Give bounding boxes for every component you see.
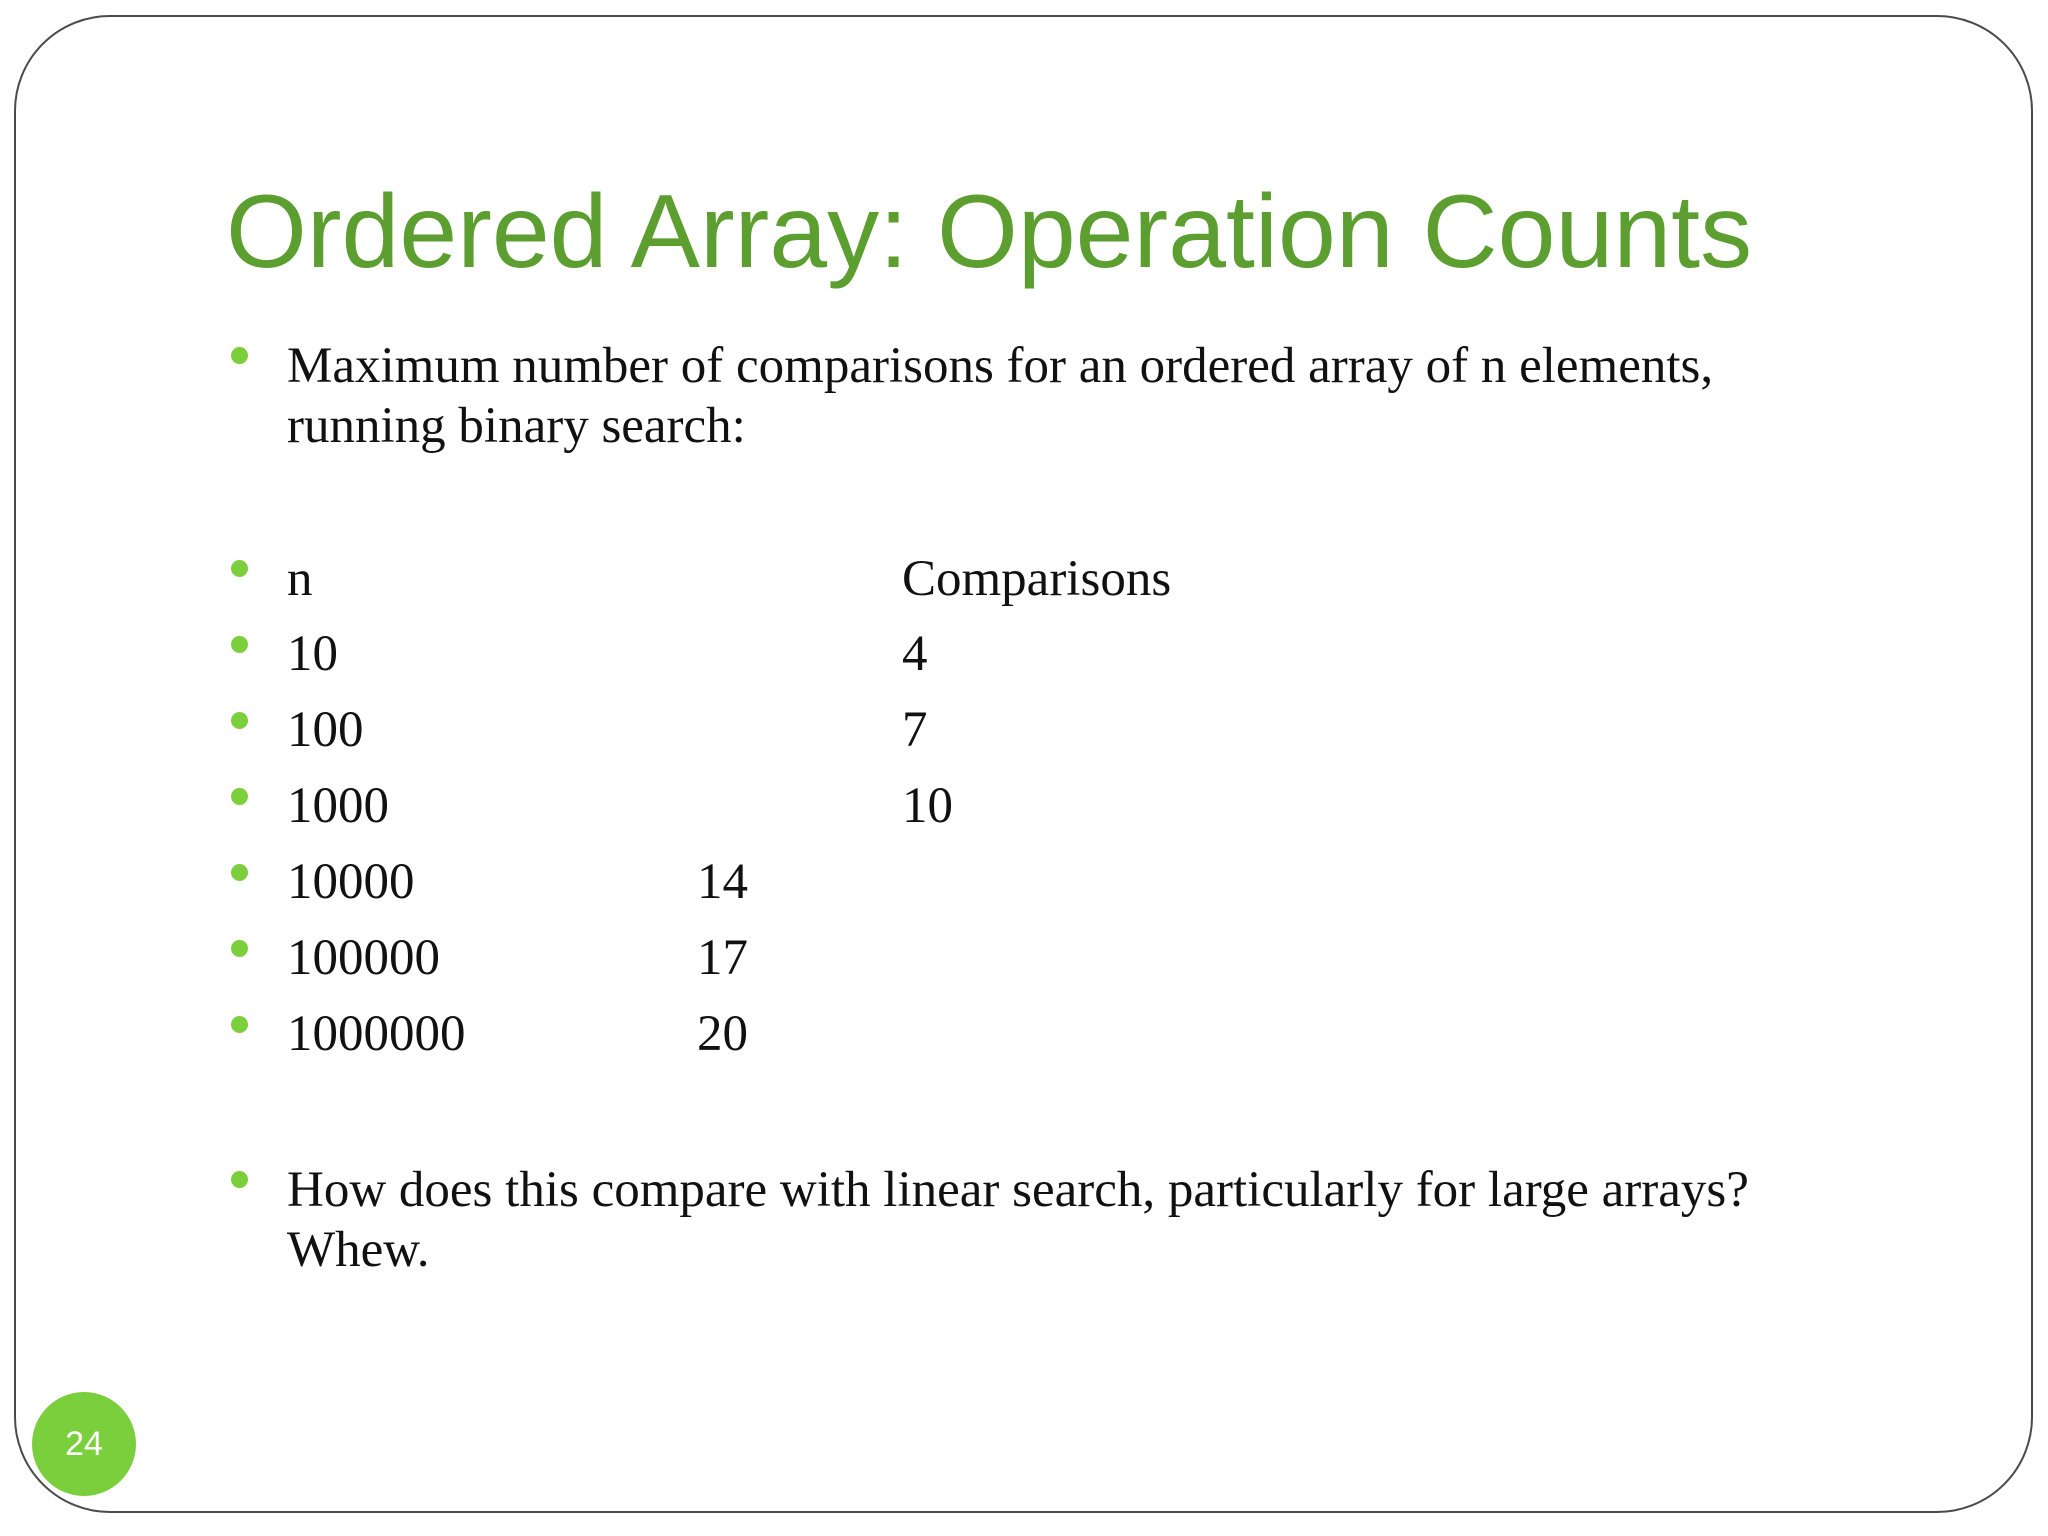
table-row-comparisons: 17: [697, 930, 748, 986]
question-line-1: How does this compare with linear search, particularly for large arrays?: [287, 1162, 1749, 1218]
bullet-icon: [231, 636, 248, 653]
bullet-icon: [231, 712, 248, 729]
table-header-comparisons: Comparisons: [902, 551, 1172, 607]
table-row-comparisons: 14: [697, 854, 748, 910]
bullet-icon: [231, 788, 248, 805]
table-row-n: 100000: [287, 930, 440, 986]
bullet-icon: [231, 1016, 248, 1033]
bullet-icon: [231, 1171, 248, 1188]
table-row-n: 10: [287, 626, 338, 682]
bullet-icon: [231, 864, 248, 881]
table-row-n: 1000: [287, 778, 389, 834]
intro-line-2: running binary search:: [287, 398, 746, 454]
bullet-icon: [231, 940, 248, 957]
slide-title: Ordered Array: Operation Counts: [226, 174, 1753, 290]
bullet-icon: [231, 560, 248, 577]
table-header-n: n: [287, 551, 313, 607]
table-row-comparisons: 20: [697, 1006, 748, 1062]
question-line-2: Whew.: [287, 1222, 430, 1278]
bullet-icon: [231, 347, 248, 364]
table-row-comparisons: 4: [902, 626, 928, 682]
table-row-n: 10000: [287, 854, 415, 910]
table-row-n: 1000000: [287, 1006, 466, 1062]
intro-line-1: Maximum number of comparisons for an ordered array of n elements,: [287, 338, 1714, 394]
table-row-n: 100: [287, 702, 364, 758]
page-number-badge: 24: [32, 1392, 136, 1496]
table-row-comparisons: 7: [902, 702, 928, 758]
table-row-comparisons: 10: [902, 778, 953, 834]
